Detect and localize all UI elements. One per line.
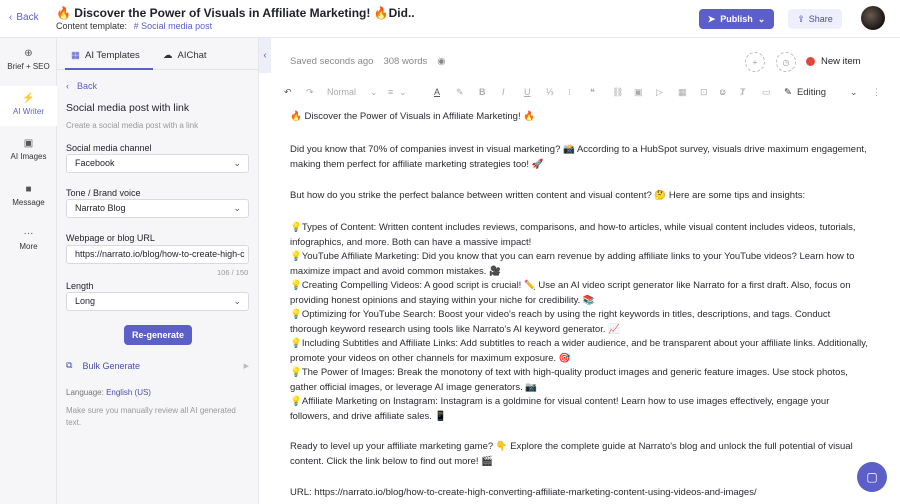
left-rail — [0, 38, 57, 504]
due-date-icon[interactable]: ◷ — [776, 52, 796, 72]
eye-icon[interactable]: ◉ — [437, 56, 446, 67]
more-icon: ··· — [23, 228, 34, 239]
redo-icon[interactable]: ↷ — [306, 87, 314, 97]
upload-icon: ⇪ — [797, 13, 805, 24]
italic-icon[interactable]: I — [502, 87, 505, 97]
copy-icon: ⧉ — [66, 360, 73, 370]
channel-label: Social media channel — [66, 143, 152, 153]
chevron-left-icon: ‹ — [9, 12, 13, 23]
chat-icon: ▢ — [866, 470, 878, 484]
paragraph: But how do you strike the perfect balance between written content and visual content? 🤔 Here are some tips and insights: — [290, 190, 806, 201]
word-count: 308 words — [383, 56, 428, 67]
underline-icon[interactable]: U — [524, 87, 531, 97]
paragraph: 💡Types of Content: Written content includes reviews, comparisons, and how-to articles, while visual content includes videos, tutorials, infographics, and more. Both can have a massive impact! — [290, 222, 856, 248]
content-template-row — [56, 21, 212, 31]
lightning-icon: ⚡ — [22, 93, 35, 104]
status-dot — [806, 57, 815, 66]
publish-label: Publish — [720, 14, 753, 24]
template-title: Social media post with link — [66, 102, 190, 114]
back-button[interactable] — [9, 12, 39, 23]
list-ordered-icon[interactable]: ⅓ — [546, 87, 554, 97]
regenerate-button[interactable]: Re-generate — [124, 325, 192, 345]
paragraph: 💡Optimizing for YouTube Search: Boost your video's reach by using the right keywords in titles, descriptions, and tags. Conduct thorough keyword research using tools like Narrato's AI keyword generator. 📈 — [290, 309, 831, 335]
image-icon[interactable]: ▣ — [634, 87, 643, 97]
clear-format-icon[interactable]: Ⱦ — [740, 87, 746, 97]
rail-item-ai-writer[interactable]: ⚡ AI Writer — [0, 86, 57, 126]
language-value[interactable]: English (US) — [106, 388, 151, 397]
text-color-icon[interactable]: A — [434, 87, 441, 97]
chat-bubbles-icon: ☁ — [163, 50, 173, 61]
panel-tabs — [57, 38, 259, 70]
image-icon: ▣ — [23, 138, 34, 149]
support-chat-button[interactable] — [857, 462, 887, 492]
grid-icon: ▦ — [71, 50, 80, 61]
paragraph: Did you know that 70% of companies invest in visual marketing? 📸 According to a HubSpot survey, visuals drive maximum engagement, making them perfect for affiliate marketing strategies too! 🚀 — [290, 144, 867, 170]
bulk-generate-button[interactable]: ⧉ Bulk Generate ▶ — [66, 360, 249, 371]
template-link[interactable]: # Social media post — [133, 21, 213, 31]
rail-item-ai-images[interactable]: ▣ AI Images — [0, 138, 57, 174]
pencil-icon: ✎ — [784, 87, 792, 98]
quote-icon[interactable]: ❝ — [590, 87, 595, 97]
url-char-counter: 106 / 150 — [217, 268, 249, 277]
active-tab-indicator — [65, 68, 153, 70]
review-note: Make sure you manually review all AI generated text. — [66, 406, 236, 427]
ai-panel — [57, 38, 259, 504]
paragraph: 💡Affiliate Marketing on Instagram: Instagram is a goldmine for visual content! Learn how to use images effectively, engage your followers, and drive affiliate sales. 📱 — [290, 396, 830, 422]
rail-item-brief-seo[interactable]: ⊕ Brief + SEO — [0, 48, 57, 84]
tab-ai-chat[interactable]: ☁ AIChat — [163, 50, 207, 61]
style-select[interactable]: Normal — [327, 87, 357, 97]
chevron-down-icon: ⌄ — [233, 203, 241, 213]
comment-icon[interactable]: ▭ — [762, 87, 771, 97]
tab-ai-templates[interactable]: ▦ AI Templates — [71, 50, 140, 61]
chevron-down-icon: ⌄ — [757, 13, 766, 24]
channel-select[interactable]: Facebook ⌄ — [66, 154, 249, 173]
paragraph: Ready to level up your affiliate marketing game? 👇 Explore the complete guide at Narrato's blog and unlock the full potential of visual content. Click the link below to find out more! 🎬 — [290, 441, 853, 467]
editor — [271, 38, 900, 504]
publish-button[interactable] — [699, 9, 774, 29]
chevron-down-icon[interactable]: ⌄ — [399, 87, 407, 97]
top-bar — [0, 0, 900, 38]
avatar[interactable] — [861, 6, 885, 30]
status-selector[interactable]: New item — [806, 56, 861, 67]
tone-label: Tone / Brand voice — [66, 188, 141, 198]
panel-back-button[interactable]: ‹ Back — [66, 81, 98, 91]
list-bullet-icon[interactable]: ⁝ — [568, 87, 571, 97]
target-icon: ⊕ — [24, 48, 33, 59]
save-status-row — [290, 56, 446, 67]
paragraph: 💡Creating Compelling Videos: A good script is crucial! ✏️ Use an AI video script generator like Narrato for a first draft. Also, focus on providing honest opinions and staying within your niche for credibility. 📚 — [290, 280, 851, 306]
paragraph: 🔥 Discover the Power of Visuals in Affiliate Marketing! 🔥 — [290, 111, 536, 122]
paragraph: 💡YouTube Affiliate Marketing: Did you know that you can earn revenue by adding affiliate links to your YouTube videos? Learn how to maximize impact and avoid common mistakes. 🎥 — [290, 251, 855, 277]
url-label: Webpage or blog URL — [66, 233, 155, 243]
document-title: 🔥 Discover the Power of Visuals in Affiliate Marketing! 🔥Did.. — [56, 6, 415, 20]
tone-select[interactable]: Narrato Blog ⌄ — [66, 199, 249, 218]
add-assignee-icon[interactable]: + — [745, 52, 765, 72]
language-row: Language: English (US) — [66, 388, 151, 397]
mode-selector[interactable]: ✎ Editing — [784, 87, 827, 98]
play-icon: ▶ — [243, 362, 249, 370]
editor-toolbar — [284, 87, 884, 103]
link-icon[interactable]: ⛓ — [612, 87, 624, 97]
table-icon[interactable]: ▦ — [678, 87, 687, 97]
paragraph: URL: https://narrato.io/blog/how-to-create-high-converting-affiliate-marketing-content-using-videos-and-images/ — [290, 487, 757, 498]
bold-icon[interactable]: B — [479, 87, 486, 97]
rail-item-message[interactable]: ■ Message — [0, 184, 57, 220]
chevron-down-icon[interactable]: ⌄ — [850, 87, 858, 97]
chevron-down-icon: ⌄ — [233, 158, 241, 168]
collapse-panel-button[interactable] — [259, 38, 271, 73]
length-label: Length — [66, 281, 94, 291]
align-icon[interactable]: ≡ — [388, 87, 394, 97]
chevron-left-icon: ‹ — [66, 81, 69, 91]
chevron-down-icon[interactable]: ⌄ — [370, 87, 378, 97]
chevron-down-icon: ⌄ — [233, 296, 241, 306]
saved-status: Saved seconds ago — [290, 56, 374, 67]
length-select[interactable]: Long ⌄ — [66, 292, 249, 311]
rail-item-more[interactable]: ··· More — [0, 228, 57, 264]
chevron-left-icon: ‹ — [263, 50, 267, 61]
url-input[interactable]: https://narrato.io/blog/how-to-create-high-c — [66, 245, 249, 264]
undo-icon[interactable]: ↶ — [284, 87, 292, 97]
highlight-icon[interactable]: ✎ — [456, 87, 464, 97]
share-label: Share — [808, 14, 833, 24]
send-icon: ➤ — [707, 13, 716, 24]
code-icon[interactable]: ⊡ — [700, 87, 708, 97]
more-icon[interactable]: ⋮ — [872, 87, 881, 97]
emoji-icon[interactable]: ☺ — [718, 87, 728, 97]
template-subtitle: Create a social media post with a link — [66, 121, 199, 130]
paragraph: 💡The Power of Images: Break the monotony of text with high-quality product images and generic feature images. Use stock photos, gather official images, or leverage AI image generators. 📷 — [290, 367, 848, 393]
chat-icon: ■ — [25, 184, 32, 195]
video-icon[interactable]: ▷ — [656, 87, 663, 97]
back-label: Back — [16, 12, 39, 23]
template-label: Content template: — [56, 21, 128, 31]
paragraph: 💡Including Subtitles and Affiliate Links: Add subtitles to reach a wider audience, and be transparent about your affiliate links. Additionally, promote your videos on other channels for maximum exposure. 🎯 — [290, 338, 868, 364]
share-button[interactable] — [788, 9, 842, 29]
